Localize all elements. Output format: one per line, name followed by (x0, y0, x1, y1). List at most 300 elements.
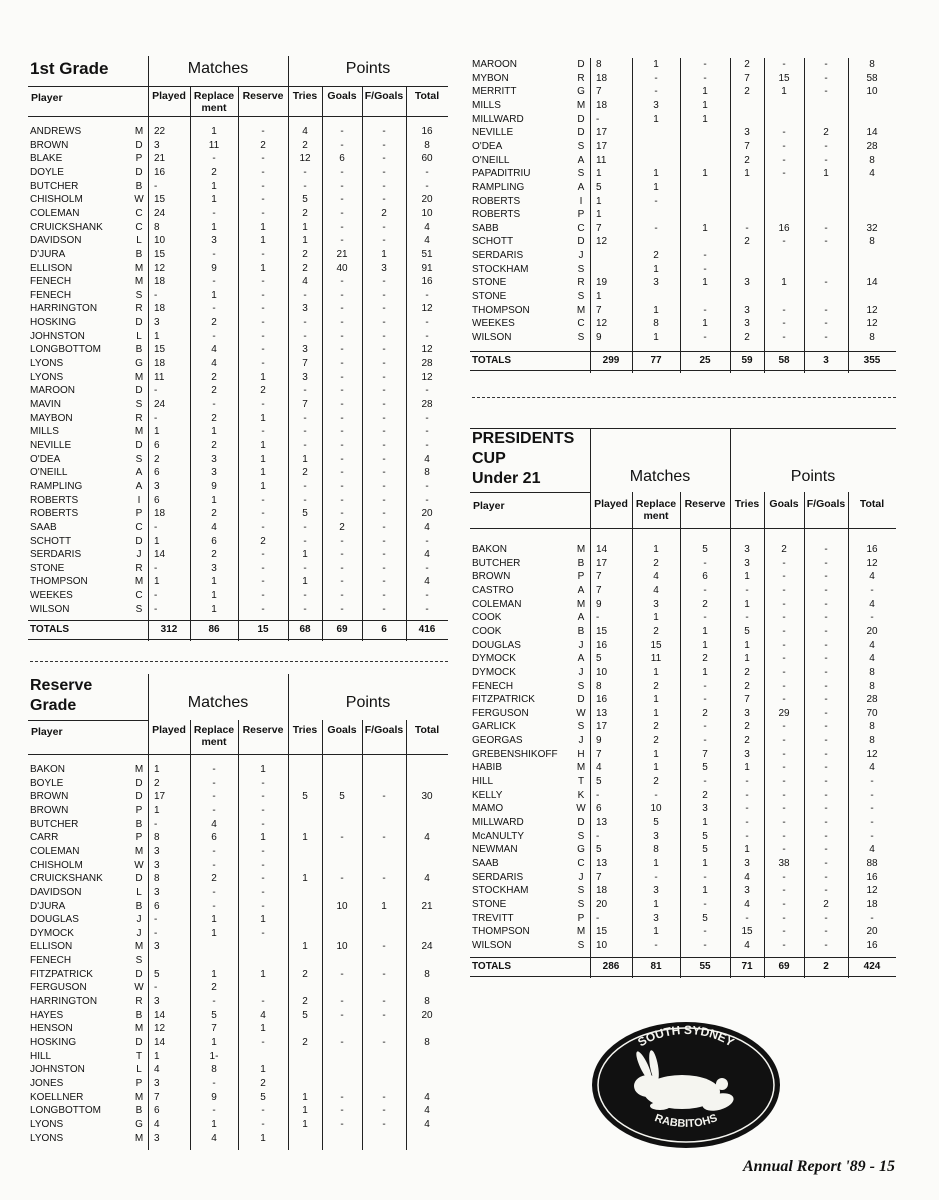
stat-cell: 8 (869, 721, 875, 733)
stat-cell: 7 (596, 86, 602, 98)
player-name: HARRINGTON (30, 303, 98, 315)
player-initial: M (134, 126, 144, 137)
stat-cell: 17 (596, 721, 608, 733)
player-initial: I (137, 494, 141, 506)
stat-cell: - (340, 126, 344, 137)
player-initial: S (577, 263, 585, 275)
stat-cell: - (303, 494, 307, 506)
stat-cell: 1 (653, 304, 659, 316)
stat-cell: - (745, 612, 749, 624)
stat-cell: - (154, 914, 158, 926)
stat-cell: - (340, 562, 344, 574)
column-divider (730, 58, 731, 373)
column-header-replacement: Replace ment (193, 90, 235, 114)
stat-cell: 1 (260, 235, 266, 247)
player-name: STONE (30, 562, 65, 574)
player-name: ELLISON (30, 941, 73, 953)
player-initial: W (134, 194, 144, 206)
stat-cell: - (425, 412, 429, 424)
stat-cell: 15 (596, 625, 608, 637)
matches-group-header: Matches (187, 60, 249, 77)
player-name: STOCKHAM (472, 885, 529, 897)
stat-cell: - (425, 590, 429, 602)
stat-cell: - (382, 996, 386, 1008)
stat-cell: 3 (154, 480, 160, 492)
stat-cell: 5 (596, 844, 602, 856)
totals-cell: 2 (823, 960, 829, 972)
stat-cell: 2 (744, 154, 750, 166)
stat-cell: 18 (154, 508, 166, 520)
stat-cell: 4 (869, 571, 875, 583)
table-row (470, 154, 896, 168)
stat-cell: 2 (653, 721, 659, 733)
stat-cell: 17 (596, 557, 608, 569)
stat-cell: - (382, 508, 386, 520)
stat-cell: - (382, 221, 386, 233)
stat-cell: 2 (260, 535, 266, 547)
player-name: MAMO (472, 803, 504, 815)
stat-cell: 1 (653, 707, 659, 719)
stat-cell: - (261, 194, 265, 206)
player-name: BLAKE (30, 153, 63, 165)
player-initial: S (135, 399, 143, 410)
column-header-played: Played (152, 724, 186, 736)
stat-cell: - (654, 871, 658, 883)
player-name: HABIB (472, 762, 503, 774)
stat-cell: - (303, 317, 307, 329)
stat-cell: - (340, 439, 344, 451)
stat-cell: - (824, 694, 828, 706)
stat-cell: 3 (702, 803, 708, 815)
stat-cell: - (340, 467, 344, 479)
player-rows (470, 529, 896, 957)
player-name: CARR (30, 832, 59, 844)
stat-cell: - (261, 207, 265, 219)
stat-cell: - (261, 521, 265, 533)
stat-cell: 16 (596, 694, 608, 706)
column-header-total: Total (859, 498, 885, 510)
stat-cell: 3 (154, 317, 160, 329)
totals-cell: 416 (418, 624, 436, 636)
stat-cell: - (340, 207, 344, 219)
stat-cell: 3 (154, 859, 160, 871)
player-initial: D (577, 236, 585, 248)
stat-cell: 16 (866, 544, 878, 555)
stat-cell: 1 (154, 1050, 160, 1062)
player-name: WILSON (472, 939, 512, 951)
column-divider (362, 86, 363, 641)
stat-cell: - (382, 289, 386, 301)
stat-cell: - (782, 939, 786, 951)
player-name: O'NEILL (30, 467, 68, 479)
stat-cell: 1 (653, 898, 659, 910)
stat-cell: - (382, 562, 386, 574)
stat-cell: 16 (778, 222, 790, 234)
stat-cell: - (703, 776, 707, 788)
stat-cell: 40 (336, 262, 348, 274)
column-divider (190, 86, 191, 641)
column-divider (288, 674, 289, 1150)
stat-cell: 8 (596, 59, 602, 70)
stat-cell: 8 (596, 680, 602, 692)
player-name: MILLS (30, 426, 59, 438)
player-initial: D (577, 127, 585, 139)
stat-cell: - (340, 576, 344, 588)
player-name: BUTCHER (472, 557, 521, 569)
stat-cell: 1 (823, 168, 829, 180)
stat-cell: 2 (744, 332, 750, 343)
stat-cell: 21 (336, 248, 348, 260)
stat-cell: 11 (650, 653, 662, 665)
stat-cell: - (261, 494, 265, 506)
table-row (470, 317, 896, 331)
player-name: LYONS (30, 1118, 64, 1130)
stat-cell: 1 (381, 248, 387, 260)
stat-cell: - (212, 1077, 216, 1089)
stat-cell: 2 (702, 707, 708, 719)
stat-cell: 1 (653, 694, 659, 706)
column-header-goals: Goals (327, 90, 357, 102)
table-row (470, 181, 896, 195)
stat-cell: 2 (744, 86, 750, 98)
player-initial: B (135, 818, 143, 830)
player-name: SAAB (30, 521, 57, 533)
column-divider (190, 720, 191, 1150)
stat-cell: 1 (302, 235, 308, 247)
stat-cell: - (596, 612, 600, 624)
player-initial: B (577, 557, 585, 569)
player-initial: A (577, 584, 585, 596)
table-row (470, 666, 896, 680)
stat-cell: - (261, 562, 265, 574)
column-header-tries: Tries (734, 498, 760, 510)
stat-cell: - (261, 508, 265, 520)
stat-cell: - (340, 385, 344, 397)
stat-cell: 3 (744, 544, 750, 555)
stat-cell: 4 (424, 235, 430, 247)
stat-cell: 4 (869, 844, 875, 856)
stat-cell: - (382, 412, 386, 424)
stat-cell: 12 (421, 303, 433, 315)
player-initial: A (577, 653, 585, 665)
player-initial: S (577, 140, 585, 152)
stat-cell: - (382, 426, 386, 438)
stat-cell: - (782, 926, 786, 938)
totals-cell: 69 (336, 624, 348, 636)
stat-cell: - (382, 1118, 386, 1130)
stat-cell: - (340, 603, 344, 615)
player-initial: P (135, 832, 143, 844)
page-footer: Annual Report '89 - 15 (742, 1158, 895, 1175)
stat-cell: - (261, 317, 265, 329)
player-name: THOMPSON (472, 926, 530, 938)
stat-cell: - (212, 153, 216, 165)
player-name: WEEKES (472, 318, 515, 330)
player-name: DAVIDSON (30, 235, 82, 247)
stat-cell: 1 (302, 1118, 308, 1130)
player-initial: B (135, 180, 143, 192)
stat-cell: 1 (211, 590, 217, 602)
stat-cell: 2 (211, 412, 217, 424)
player-initial: C (577, 857, 585, 869)
stat-cell: - (745, 222, 749, 234)
stat-cell: - (703, 557, 707, 569)
player-initial: J (578, 871, 584, 883)
stat-cell: 2 (211, 385, 217, 397)
stat-cell: 1 (781, 277, 787, 289)
stat-cell: - (303, 590, 307, 602)
stat-cell: 10 (421, 207, 433, 219)
player-initial: D (135, 1037, 143, 1048)
stat-cell: 20 (421, 508, 433, 520)
stat-cell: 3 (302, 344, 308, 356)
stat-cell: - (212, 330, 216, 342)
stat-cell: 4 (869, 653, 875, 665)
stat-cell: 1 (302, 1091, 308, 1103)
stat-cell: - (782, 817, 786, 828)
stat-cell: - (824, 666, 828, 678)
player-name: HOSKING (30, 1037, 77, 1048)
stat-cell: 3 (302, 371, 308, 383)
stat-cell: 1 (211, 576, 217, 588)
stat-cell: - (340, 494, 344, 506)
stat-cell: 1 (744, 653, 750, 665)
player-name: SERDARIS (472, 250, 524, 262)
stat-cell: 1 (702, 318, 708, 330)
stat-cell: 3 (381, 262, 387, 274)
stat-cell: - (382, 1037, 386, 1048)
stat-cell: 10 (866, 86, 878, 98)
player-header: Player (473, 500, 505, 512)
player-initial: P (577, 209, 585, 221)
player-name: ROBERTS (472, 195, 521, 207)
stat-cell: 1 (744, 571, 750, 583)
stat-cell: - (824, 571, 828, 583)
stat-cell: - (340, 535, 344, 547)
stat-cell: 16 (596, 639, 608, 651)
stat-cell: 1 (260, 914, 266, 926)
stat-cell: 2 (211, 549, 217, 561)
player-name: FERGUSON (472, 707, 529, 719)
table-row (470, 789, 896, 803)
stat-cell: - (340, 235, 344, 247)
stat-cell: 1- (209, 1050, 219, 1062)
stat-cell: 24 (154, 399, 166, 410)
stat-cell: 2 (653, 776, 659, 788)
stat-cell: 1 (211, 180, 217, 192)
player-name: BAKON (472, 544, 508, 555)
player-name: FITZPATRICK (30, 968, 93, 980)
stat-cell: 4 (869, 639, 875, 651)
stat-cell: 1 (260, 480, 266, 492)
stat-cell: - (824, 885, 828, 897)
matches-group-header: Matches (187, 694, 249, 711)
stat-cell: - (425, 289, 429, 301)
stat-cell: - (703, 735, 707, 747)
table-row (470, 857, 896, 871)
column-divider (288, 56, 289, 641)
player-name: MYBON (472, 72, 509, 84)
player-name: DOYLE (30, 166, 64, 178)
player-name: JOHNSTON (30, 330, 85, 342)
column-divider (590, 58, 591, 373)
stat-cell: 1 (154, 804, 160, 816)
player-name: MAVIN (30, 399, 61, 410)
stat-cell: 5 (154, 968, 160, 980)
stat-cell: - (303, 562, 307, 574)
stat-cell: 4 (424, 873, 430, 885)
player-name: DAVIDSON (30, 886, 82, 898)
player-name: DYMOCK (472, 653, 516, 665)
stat-cell: - (382, 521, 386, 533)
stat-cell: - (382, 576, 386, 588)
player-name: FERGUSON (30, 982, 87, 994)
stat-cell: 3 (653, 99, 659, 111)
stat-cell: 24 (154, 207, 166, 219)
stat-cell: 7 (154, 1091, 160, 1103)
stat-cell: 1 (154, 576, 160, 588)
player-initial: S (577, 721, 585, 733)
player-name: HAYES (30, 1009, 64, 1021)
stat-cell: 5 (653, 817, 659, 828)
stat-cell: - (745, 789, 749, 801)
stat-cell: 1 (653, 544, 659, 555)
player-initial: P (135, 804, 143, 816)
table-row (470, 871, 896, 885)
stat-cell: 2 (260, 139, 266, 151)
stat-cell: 6 (154, 439, 160, 451)
stat-cell: - (824, 653, 828, 665)
stat-cell: 7 (596, 222, 602, 234)
stat-cell: 21 (154, 153, 166, 165)
player-name: HILL (30, 1050, 52, 1062)
section-divider (30, 661, 448, 662)
table-row (470, 290, 896, 304)
player-initial: B (135, 900, 143, 912)
stat-cell: - (382, 480, 386, 492)
stat-cell: 2 (211, 166, 217, 178)
player-name: JONES (30, 1077, 64, 1089)
stat-cell: - (425, 385, 429, 397)
stat-cell: 1 (302, 832, 308, 844)
player-initial: D (135, 385, 143, 397)
stat-cell: - (382, 549, 386, 561)
stat-cell: - (782, 666, 786, 678)
stat-cell: 3 (744, 304, 750, 316)
stat-cell: 2 (823, 127, 829, 139)
column-divider (680, 58, 681, 373)
table-row (470, 208, 896, 222)
player-initial: J (136, 549, 142, 561)
stat-cell: 2 (702, 789, 708, 801)
player-initial: S (577, 830, 585, 842)
stat-cell: - (782, 127, 786, 139)
stat-cell: 1 (702, 666, 708, 678)
section-title: Reserve Grade (30, 677, 93, 714)
stat-cell: 6 (154, 900, 160, 912)
stat-cell: - (340, 344, 344, 356)
column-header-played: Played (594, 498, 628, 510)
player-initial: S (577, 939, 585, 951)
stat-cell: - (782, 830, 786, 842)
column-header-reserve: Reserve (684, 498, 726, 510)
stat-cell: 15 (741, 926, 753, 938)
stat-cell: - (824, 154, 828, 166)
player-name: GEORGAS (472, 735, 523, 747)
totals-cell: 71 (741, 960, 753, 972)
stat-cell: 2 (744, 735, 750, 747)
player-initial: D (577, 113, 585, 125)
stat-cell: 1 (702, 277, 708, 289)
player-name: MERRITT (472, 86, 517, 98)
table-row (470, 85, 896, 99)
stat-cell: 2 (302, 1037, 308, 1048)
table-row (470, 140, 896, 154)
player-initial: D (135, 791, 143, 803)
table-row (470, 939, 896, 953)
player-initial: M (576, 762, 586, 774)
stat-cell: - (782, 318, 786, 330)
stat-cell: - (824, 939, 828, 951)
stat-cell: 15 (778, 72, 790, 84)
stat-cell: - (382, 153, 386, 165)
player-initial: J (578, 666, 584, 678)
stat-cell: 4 (869, 598, 875, 610)
stat-cell: - (782, 776, 786, 788)
stat-cell: - (212, 303, 216, 315)
stat-cell: - (382, 317, 386, 329)
table-row (470, 843, 896, 857)
totals-row (470, 957, 896, 977)
player-initial: S (577, 898, 585, 910)
table-row (470, 167, 896, 181)
stat-cell: 3 (154, 1132, 160, 1144)
stat-cell: - (340, 453, 344, 465)
stat-cell: - (382, 303, 386, 315)
stat-cell: 1 (260, 1023, 266, 1035)
table-row (470, 263, 896, 277)
table-row (470, 707, 896, 721)
player-initial: P (135, 1077, 143, 1089)
stat-cell: - (824, 803, 828, 815)
stat-cell: 5 (302, 1009, 308, 1021)
column-divider (632, 492, 633, 978)
player-initial: S (577, 291, 585, 303)
player-initial: A (135, 467, 143, 479)
stat-cell: 3 (653, 885, 659, 897)
stat-cell: 15 (596, 926, 608, 938)
stat-cell: 3 (744, 707, 750, 719)
stat-cell: - (654, 222, 658, 234)
stat-cell: 6 (154, 1105, 160, 1117)
player-initial: P (135, 153, 143, 165)
stat-cell: 1 (260, 262, 266, 274)
stat-cell: 1 (744, 844, 750, 856)
stat-cell: 4 (744, 871, 750, 883)
stat-cell: - (703, 332, 707, 343)
stat-cell: - (340, 1091, 344, 1103)
table-row (470, 235, 896, 249)
player-initial: M (134, 276, 144, 288)
stat-cell: - (340, 139, 344, 151)
stat-cell: 1 (211, 968, 217, 980)
stat-cell: - (782, 571, 786, 583)
table-row (470, 58, 896, 72)
totals-cell: 77 (650, 354, 662, 366)
stat-cell: 10 (650, 803, 662, 815)
player-initial: D (135, 317, 143, 329)
player-initial: A (135, 480, 143, 492)
